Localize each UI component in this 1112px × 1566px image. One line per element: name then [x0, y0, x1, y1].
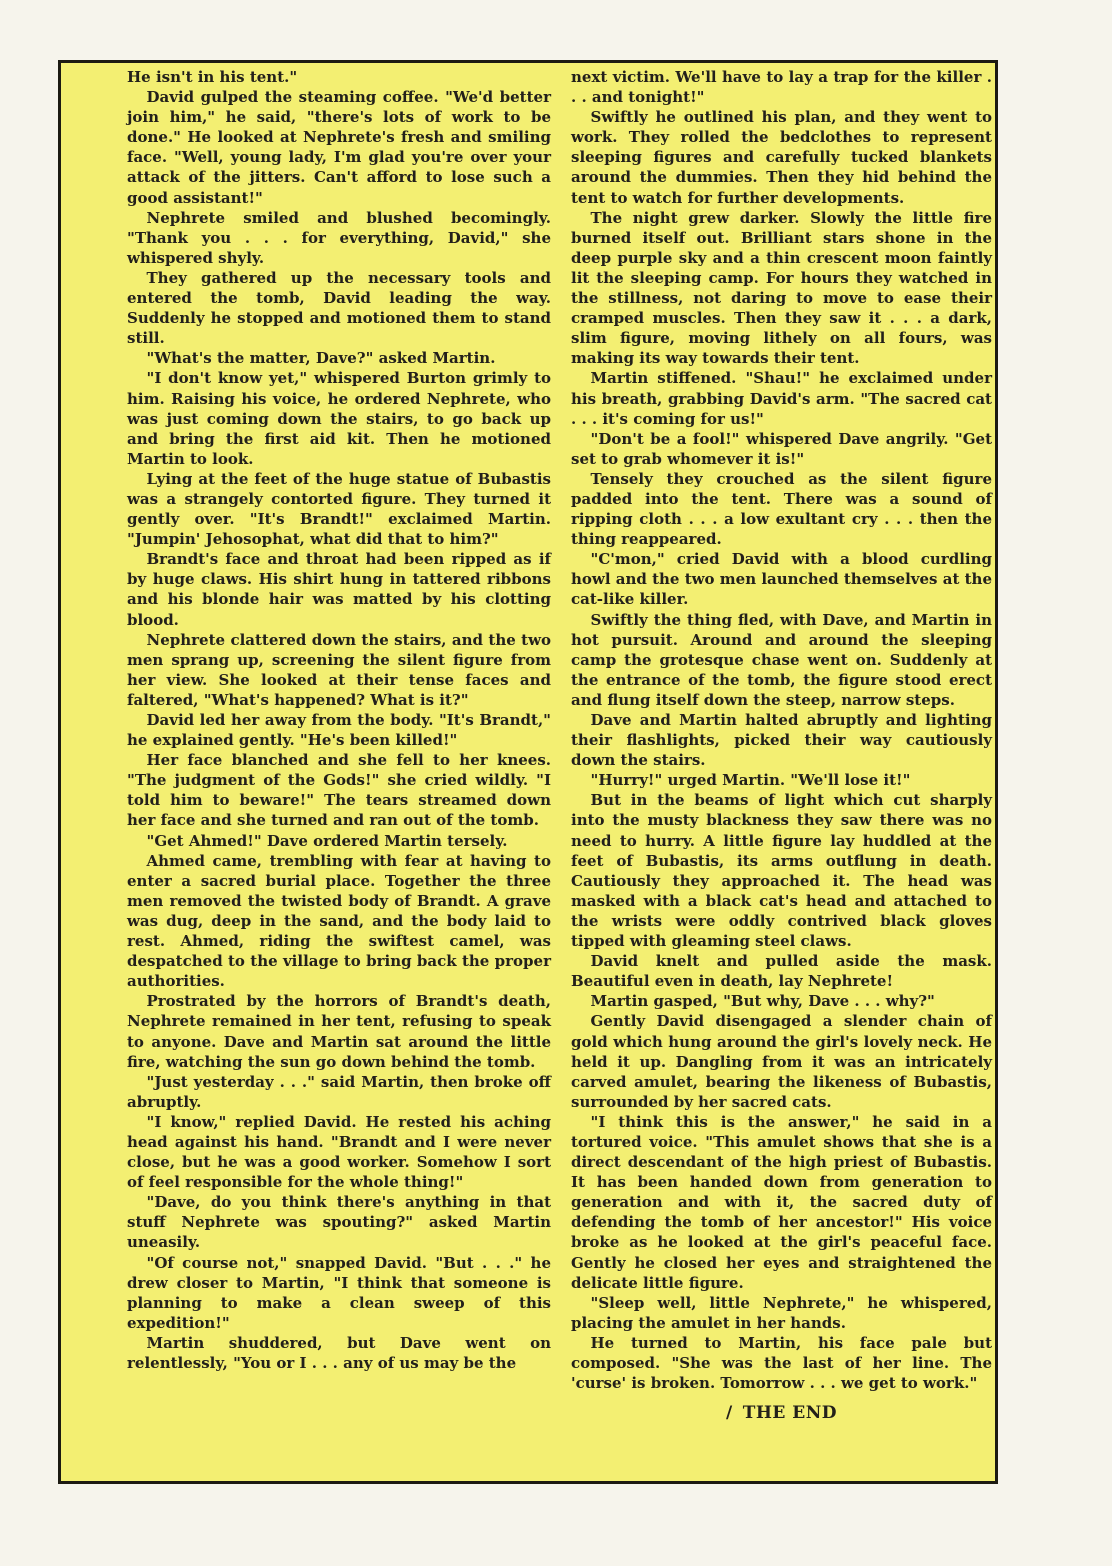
paragraph: David knelt and pulled aside the mask. Beautiful even in death, lay Nephrete!: [571, 952, 992, 991]
paragraph: Prostrated by the horrors of Brandt's death, Nephrete remained in her tent, refusing to speak to anyone. Dave and Martin sat around the little fire, watching the sun go down behind the tomb.: [127, 992, 551, 1071]
paragraph: "Of course not," snapped David. "But . . ." he drew closer to Martin, "I think that someone is planning to make a clean sweep of this expedition!": [127, 1253, 551, 1332]
paragraph: "Get Ahmed!" Dave ordered Martin tersely.: [146, 831, 508, 850]
paragraph: Martin stiffened. "Shau!" he exclaimed under his breath, grabbing David's arm. "The sacred cat . . . it's coming for us!": [571, 369, 992, 428]
story-panel: [58, 60, 998, 1484]
paragraph: Martin gasped, "But why, Dave . . . why?": [590, 992, 935, 1011]
paragraph: The night grew darker. Slowly the little fire burned itself out. Brilliant stars shone in the deep purple sky and a thin crescent moon faintly lit the sleeping camp. For hours they watched in the stillness, not daring to move to ease their cramped muscles. Then they saw it . . . a dark, slim figure, moving lithely on all fours, was making its way towards their tent.: [571, 208, 992, 368]
paragraph: They gathered up the necessary tools and entered the tomb, David leading the way. Suddenly he stopped and motioned them to stand still.: [127, 268, 551, 348]
paragraph: Brandt's face and throat had been ripped as if by huge claws. His shirt hung in tattered ribbons and his blonde hair was matted by his clotting blood.: [127, 550, 551, 629]
paragraph: Ahmed came, trembling with fear at having to enter a sacred burial place. Together the three men removed the twisted body of Brandt. A grave was dug, deep in the sand, and the body laid to rest. Ahmed, riding the swiftest camel, was despatched to the village to bring back the proper authorities.: [127, 851, 551, 991]
paragraph: Her face blanched and she fell to her knees. "The judgment of the Gods!" she cried wildly. "I told him to beware!" The tears streamed down her face and she turned and ran out of the tomb.: [127, 751, 551, 830]
paragraph: "What's the matter, Dave?" asked Martin.: [146, 349, 496, 368]
left-column: [127, 67, 551, 1373]
paragraph: Swiftly he outlined his plan, and they went to work. They rolled the bedclothes to represent sleeping figures and carefully tucked blankets around the dummies. Then they hid behind the tent to watch for further developments.: [571, 108, 992, 207]
paragraph: Tensely they crouched as the silent figure padded into the tent. There was a sound of ripping cloth . . . a low exultant cry . . . then the thing reappeared.: [571, 469, 992, 549]
paragraph: Dave and Martin halted abruptly and lighting their flashlights, picked their way cautiously down the stairs.: [571, 711, 992, 770]
paragraph: next victim. We'll have to lay a trap for the killer . . . and tonight!": [571, 68, 992, 107]
the-end-label: THE END: [742, 1403, 838, 1424]
paragraph: Nephrete smiled and blushed becomingly. "Thank you . . . for everything, David," she whispered shyly.: [127, 208, 551, 267]
paragraph: "Sleep well, little Nephrete," he whispered, placing the amulet in her hands.: [571, 1293, 992, 1332]
the-end-mark: [571, 1403, 992, 1423]
paragraph: Nephrete clattered down the stairs, and the two men sprang up, screening the silent figure from her view. She looked at their tense faces and faltered, "What's happened? What is it?": [127, 630, 551, 709]
paragraph: "I don't know yet," whispered Burton grimly to him. Raising his voice, he ordered Nephrete, who was just coming down the stairs, to go back up and bring the first aid kit. Then he motioned Martin to look.: [127, 369, 551, 468]
paragraph: "C'mon," cried David with a blood curdling howl and the two men launched themselves at the cat-like killer.: [571, 550, 992, 609]
paragraph: Gently David disengaged a slender chain of gold which hung around the girl's lovely neck. He held it up. Dangling from it was an intricately carved amulet, bearing the likeness of Bubastis, surrounded by her sacred cats.: [571, 1012, 992, 1111]
paragraph: "I think this is the answer," he said in a tortured voice. "This amulet shows that she is a direct descendant of the high priest of Bubastis. It has been handed down from generation to generation and with it, the sacred duty of defending the tomb of her ancestor!" His voice broke as he looked at the girl's peaceful face. Gently he closed her eyes and straightened the delicate little figure.: [571, 1112, 992, 1292]
paragraph: "Hurry!" urged Martin. "We'll lose it!": [590, 771, 911, 790]
paragraph: But in the beams of light which cut sharply into the musty blackness they saw there was no need to hurry. A little figure lay huddled at the feet of Bubastis, its arms outflung in death. Cautiously they approached it. The head was masked with a black cat's head and attached to the wrists were oddly contrived black gloves tipped with gleaming steel claws.: [571, 791, 992, 951]
paragraph: Swiftly the thing fled, with Dave, and Martin in hot pursuit. Around and around the sleeping camp the grotesque chase went on. Suddenly at the entrance of the tomb, the figure stood erect and flung itself down the steep, narrow steps.: [571, 610, 992, 709]
paragraph: "Dave, do you think there's anything in that stuff Nephrete was spouting?" asked Martin uneasily.: [127, 1193, 551, 1252]
paragraph: David gulped the steaming coffee. "We'd better join him," he said, "there's lots of work to be done." He looked at Nephrete's fresh and smiling face. "Well, young lady, I'm glad you're over your attack of the jitters. Can't afford to lose such a good assistant!": [127, 88, 551, 207]
slash-mark: /: [725, 1403, 733, 1424]
right-column: [571, 67, 992, 1423]
paragraph: He isn't in his tent.": [127, 68, 298, 86]
paragraph: "Just yesterday . . ." said Martin, then broke off abruptly.: [127, 1072, 551, 1111]
paragraph: Lying at the feet of the huge statue of Bubastis was a strangely contorted figure. They turned it gently over. "It's Brandt!" exclaimed Martin. "Jumpin' Jehosophat, what did that to him?": [127, 469, 551, 549]
paragraph: "I know," replied David. He rested his aching head against his hand. "Brandt and I were never close, but he was a good worker. Somehow I sort of feel responsible for the whole thing!": [127, 1112, 551, 1192]
paragraph: Martin shuddered, but Dave went on relentlessly, "You or I . . . any of us may be the: [127, 1333, 551, 1372]
paragraph: David led her away from the body. "It's Brandt," he explained gently. "He's been killed!": [127, 711, 551, 750]
paragraph: He turned to Martin, his face pale but composed. "She was the last of her line. The 'curse' is broken. Tomorrow . . . we get to work.": [571, 1333, 992, 1393]
paragraph: "Don't be a fool!" whispered Dave angrily. "Get set to grab whomever it is!": [571, 429, 992, 468]
